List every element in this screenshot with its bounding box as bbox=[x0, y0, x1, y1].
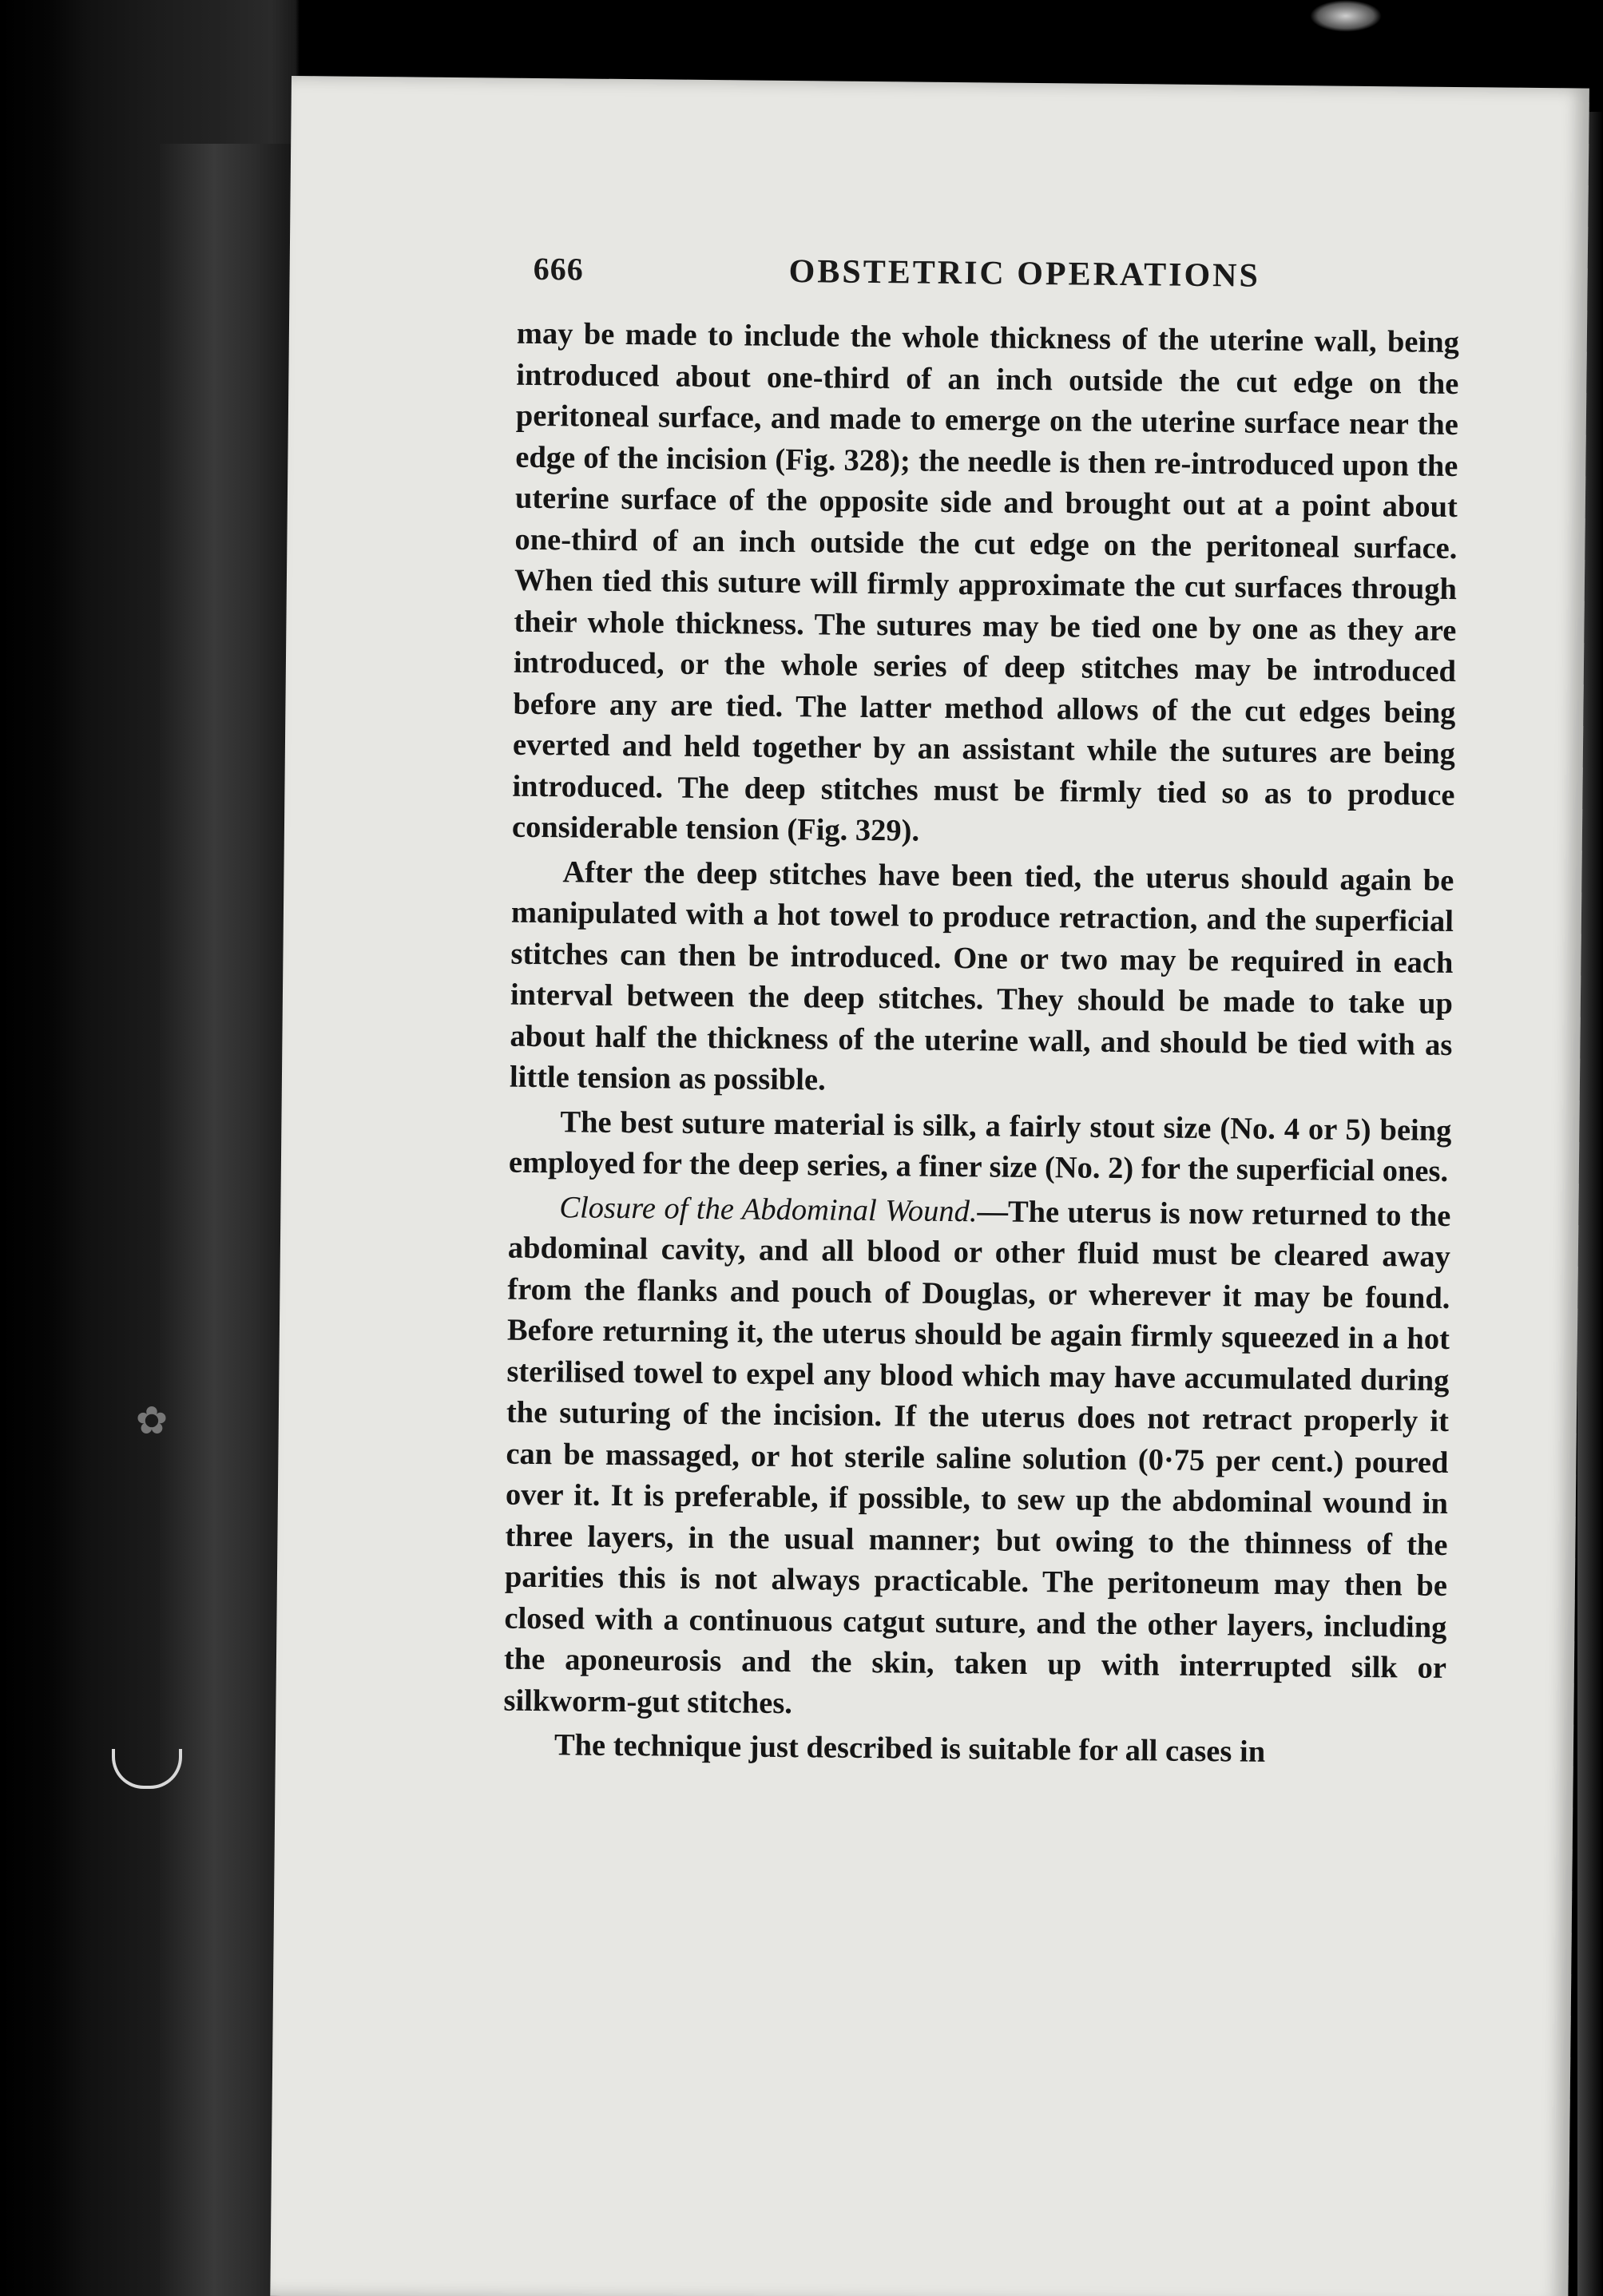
paragraph: may be made to include the whole thickness of the uterine wall, being introduced about one-third of an inch outside the cut edge on the peritoneal surface, and made to emerge on the uterine surface near the edge of the incision (Fig. 328); the needle is then re-introduced upon the uterine surface of the opposite side and brought out at a point about one-third of an inch outside the cut edge on the peritoneal surface. When tied this suture will firmly approximate the cut surfaces through their whole thickness. The sutures may be tied one by one as they are introduced, or the whole series of deep stitches may be introduced before any are tied. The latter method allows of the cut edges being everted and held together by an assistant while the sutures are being introduced. The deep stitches must be firmly tied so as to produce considerable tension (Fig. 329). bbox=[511, 316, 1460, 848]
book-page bbox=[270, 76, 1589, 2296]
margin-ornament-icon: ✿ bbox=[135, 1400, 169, 1442]
page-header bbox=[533, 250, 1540, 315]
paragraph-text: —The uterus is now returned to the abdominal cavity, and all blood or other fluid must be cleared away from the flanks and pouch of Douglas, or wherever it may be found. Before returning it, the uterus should be again firmly squeezed in a hot sterilised towel to expel any blood which may have accumulated during the suturing of the incision. If the uterus does not retract properly it can be massaged, or hot sterile saline solution (0·75 per cent.) poured over it. It is preferable, if possible, to sew up the abdominal wound in three layers, in the usual manner; but owing to the thinness of the parities this is not always practicable. The peritoneum may then be closed with a continuous catgut suture, and the other layers, including the aponeurosis and the skin, taken up with interrupted silk or silkworm-gut stitches. bbox=[503, 1194, 1451, 1720]
scanner-glare bbox=[1310, 0, 1382, 32]
page-number: 666 bbox=[533, 250, 584, 287]
paragraph: The best suture material is silk, a fairly stout size (No. 4 or 5) being employed for the deep series, a finer size (No. 2) for the superficial ones. bbox=[508, 1104, 1452, 1188]
body-text bbox=[503, 314, 1459, 1779]
running-title: OBSTETRIC OPERATIONS bbox=[788, 252, 1261, 295]
paragraph: After the deep stitches have been tied, the uterus should again be manipulated with a hot towel to produce retraction, and the superficial stitches can then be introduced. One or two may be required in each interval between the deep stitches. They should be made to take up about half the thickness of the uterine wall, and should be tied with as little tension as possible. bbox=[509, 855, 1454, 1097]
paragraph bbox=[503, 1187, 1450, 1731]
section-heading: Closure of the Abdominal Wound. bbox=[559, 1190, 978, 1228]
paragraph: The technique just described is suitable for all cases in bbox=[554, 1728, 1266, 1769]
